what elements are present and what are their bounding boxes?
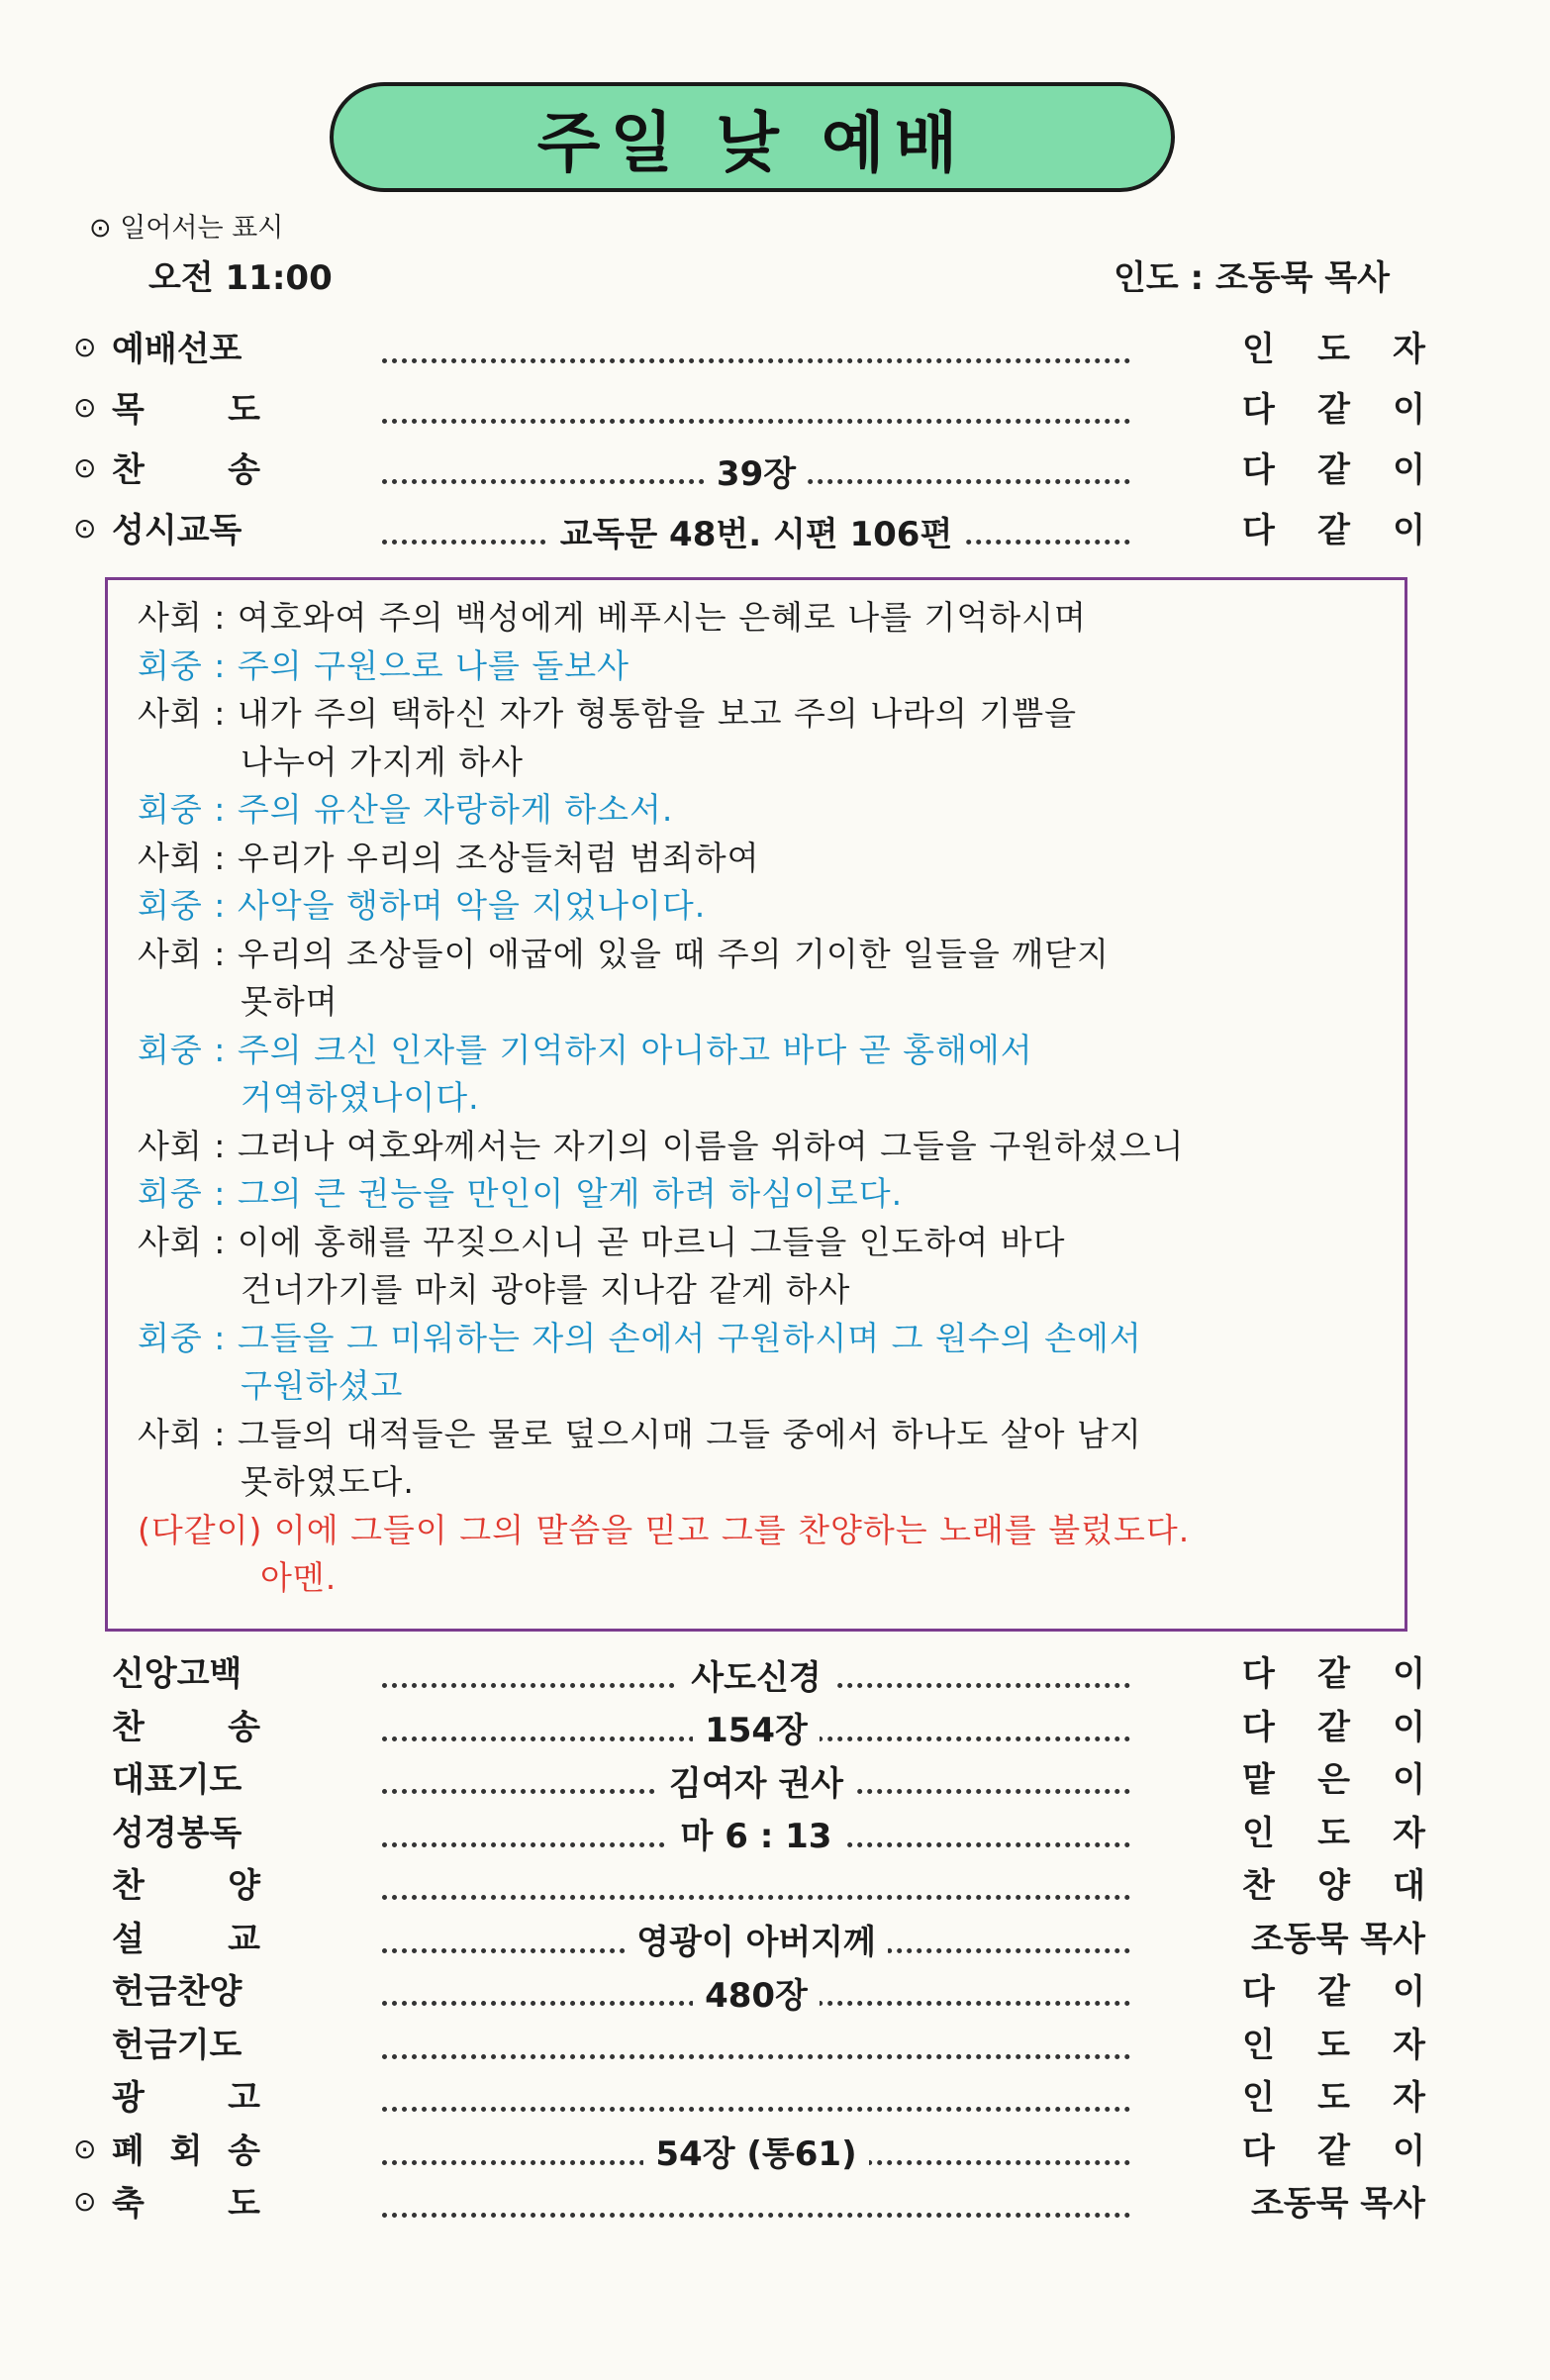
order-item-detail: 480장 [693, 1968, 820, 2017]
order-item-responsible-char: 같 [1317, 2131, 1350, 2171]
order-item-responsible-char: 도 [1317, 330, 1350, 369]
order-item-responsible [1242, 444, 1425, 497]
order-item-label: 예배선포 [112, 330, 242, 369]
service-leader: 인도 : 조동묵 목사 [1113, 258, 1390, 298]
order-item-responsible-char: 인 [1242, 2078, 1275, 2118]
order-item-responsible [1242, 1753, 1425, 1807]
order-item-detail-wrap [382, 2019, 1130, 2072]
order-item-detail: 사도신경 [679, 1650, 832, 1699]
order-item-label-char: 송 [228, 1707, 260, 1747]
order-item-responsible-char: 이 [1393, 1707, 1425, 1747]
order-item-responsible-char: 이 [1393, 2131, 1425, 2171]
order-item-detail-wrap [382, 444, 1130, 497]
order-item-responsible-char: 대 [1393, 1866, 1425, 1906]
order-item [0, 2071, 1550, 2125]
responsive-line-cong: 거역하였나이다. [241, 1078, 480, 1117]
order-item-responsible-char: 이 [1393, 390, 1425, 430]
order-item-responsible-char: 자 [1393, 2025, 1425, 2065]
responsive-line-all: (다같이) 이에 그들이 그의 말씀을 믿고 그를 찬양하는 노래를 불렀도다. [138, 1510, 1191, 1549]
order-item-detail-wrap [382, 2071, 1130, 2125]
responsive-line-leader: 사회 : 그들의 대적들은 물로 덮으시매 그들 중에서 하나도 살아 남지 [138, 1414, 1142, 1453]
order-item-label: 헌금찬양 [112, 1972, 242, 2012]
order-item-detail-wrap [382, 2125, 1130, 2178]
order-item-label-char: 축 [112, 2184, 145, 2224]
responsive-line-cong: 회중 : 주의 구원으로 나를 돌보사 [138, 645, 630, 685]
order-item-label-char: 광 [112, 2078, 145, 2118]
order-item-responsible-char: 양 [1317, 1866, 1350, 1906]
standing-mark-icon: ⊙ [73, 331, 97, 363]
order-item-responsible-char: 은 [1317, 1760, 1350, 1800]
order-item-responsible-char: 도 [1317, 1813, 1350, 1853]
order-item [0, 1859, 1550, 1913]
order-item-responsible-char: 맡 [1242, 1760, 1275, 1800]
order-item-responsible-char: 도 [1317, 2078, 1350, 2118]
order-item-responsible [1242, 1859, 1425, 1913]
order-item-responsible [1242, 2125, 1425, 2178]
order-item-responsible: 조동묵 목사 [1250, 1919, 1425, 1959]
order-item-responsible-char: 다 [1242, 2131, 1275, 2171]
order-item-responsible-char: 이 [1393, 1654, 1425, 1694]
order-item [0, 1913, 1550, 1966]
responsive-line-leader: 건너가기를 마치 광야를 지나감 같게 하사 [241, 1270, 851, 1309]
order-item-responsible-char: 다 [1242, 1707, 1275, 1747]
order-item [0, 323, 1550, 376]
order-item-responsible-char: 같 [1317, 390, 1350, 430]
order-item-label-char: 교 [228, 1919, 260, 1959]
order-item-label: 성경봉독 [112, 1813, 242, 1853]
order-item-label-char: 설 [112, 1919, 145, 1959]
responsive-line-cong: 구원하셨고 [241, 1366, 404, 1405]
order-item [0, 2177, 1550, 2231]
service-time: 오전 11:00 [148, 258, 333, 298]
order-item-responsible [1242, 2019, 1425, 2072]
order-item-responsible-char: 자 [1393, 330, 1425, 369]
order-item-responsible [1242, 2071, 1425, 2125]
order-item-responsible-char: 다 [1242, 1972, 1275, 2012]
order-item-detail-wrap [382, 1859, 1130, 1913]
standing-mark-icon: ⊙ [73, 451, 97, 484]
order-item-detail-wrap [382, 2177, 1130, 2231]
order-item [0, 1647, 1550, 1701]
order-item-label [112, 1913, 260, 1966]
order-item [0, 444, 1550, 497]
order-item-detail-wrap [382, 1701, 1130, 1754]
order-item-detail: 영광이 아버지께 [625, 1915, 888, 1963]
order-item-responsible-char: 자 [1393, 1813, 1425, 1853]
order-item-detail-wrap [382, 1807, 1130, 1860]
order-item-responsible-char: 찬 [1242, 1866, 1275, 1906]
order-item-label: 대표기도 [112, 1760, 242, 1800]
order-item-responsible-char: 인 [1242, 2025, 1275, 2065]
order-item-responsible: 조동묵 목사 [1250, 2184, 1425, 2224]
order-item [0, 1965, 1550, 2019]
order-item-label: 성시교독 [112, 511, 242, 550]
order-item [0, 2019, 1550, 2072]
order-item-detail-wrap [382, 323, 1130, 376]
order-item-detail-wrap [382, 1913, 1130, 1966]
standing-mark-icon: ⊙ [73, 2185, 97, 2218]
order-item-responsible-char: 같 [1317, 511, 1350, 550]
order-item-responsible-char: 인 [1242, 330, 1275, 369]
order-item-detail-wrap [382, 1965, 1130, 2019]
order-item-label-char: 송 [228, 450, 260, 490]
responsive-line-cong: 회중 : 그들을 그 미워하는 자의 손에서 구원하시며 그 원수의 손에서 [138, 1318, 1142, 1357]
responsive-line-cong: 회중 : 그의 큰 권능을 만인이 알게 하려 하심이로다. [138, 1174, 904, 1213]
order-item-label [112, 1859, 260, 1913]
order-item [0, 1701, 1550, 1754]
order-item-label [112, 444, 260, 497]
order-item-label-char: 찬 [112, 1866, 145, 1906]
order-item-label-char: 양 [228, 1866, 260, 1906]
responsive-line-leader: 나누어 가지게 하사 [241, 742, 525, 781]
order-item [0, 504, 1550, 557]
order-item-detail-wrap [382, 1647, 1130, 1701]
responsive-line-leader: 못하며 [241, 982, 339, 1021]
responsive-line-leader: 사회 : 그러나 여호와께서는 자기의 이름을 위하여 그들을 구원하셨으니 [138, 1126, 1185, 1165]
order-item-responsible-char: 다 [1242, 450, 1275, 490]
order-item-responsible-char: 같 [1317, 1654, 1350, 1694]
order-item-label-char: 도 [228, 390, 260, 430]
standing-mark-icon: ⊙ [73, 391, 97, 424]
responsive-reading-lines [138, 594, 1375, 1603]
order-item-responsible-char: 인 [1242, 1813, 1275, 1853]
responsive-line-leader: 사회 : 이에 홍해를 꾸짖으시니 곧 마르니 그들을 인도하여 바다 [138, 1222, 1066, 1261]
order-item-responsible [1242, 1647, 1425, 1701]
order-item-detail: 김여자 권사 [657, 1756, 855, 1805]
order-item [0, 1753, 1550, 1807]
order-item-label-char: 찬 [112, 450, 145, 490]
order-item-responsible-char: 도 [1317, 2025, 1350, 2065]
order-item-detail-wrap [382, 383, 1130, 437]
order-item-responsible-char: 같 [1317, 1972, 1350, 2012]
order-item-responsible-char: 다 [1242, 390, 1275, 430]
responsive-line-cong: 회중 : 주의 유산을 자랑하게 하소서. [138, 790, 674, 829]
order-item-responsible [1242, 1701, 1425, 1754]
responsive-line-leader: 사회 : 우리가 우리의 조상들처럼 범죄하여 [138, 838, 760, 877]
order-item-detail: 154장 [693, 1703, 820, 1751]
order-item-label [112, 2177, 260, 2231]
order-item-label-char: 송 [228, 2131, 260, 2171]
responsive-line-leader: 사회 : 내가 주의 택하신 자가 형통함을 보고 주의 나라의 기쁨을 [138, 694, 1077, 733]
title-banner [330, 82, 1175, 192]
order-item-label: 신앙고백 [112, 1654, 242, 1694]
order-item-responsible-char: 다 [1242, 1654, 1275, 1694]
standing-note: ⊙ 일어서는 표시 [89, 213, 284, 244]
order-item-responsible-char: 이 [1393, 511, 1425, 550]
page-title: 주일 낮 예배 [536, 105, 968, 181]
order-item-label-char: 찬 [112, 1707, 145, 1747]
order-item-label-char: 폐 [112, 2131, 145, 2171]
order-item-label-char: 회 [169, 2131, 203, 2171]
order-item-detail-wrap [382, 1753, 1130, 1807]
order-item-label-char: 목 [112, 390, 145, 430]
responsive-line-leader: 못하였도다. [241, 1462, 415, 1501]
order-item-detail-wrap [382, 504, 1130, 557]
order-item-label [112, 383, 260, 437]
order-item-responsible-char: 같 [1317, 1707, 1350, 1747]
order-item-responsible-char: 다 [1242, 511, 1275, 550]
order-item [0, 383, 1550, 437]
responsive-line-cong: 회중 : 사악을 행하며 악을 지었나이다. [138, 886, 707, 925]
order-item-detail: 54장 (통61) [643, 2127, 868, 2175]
order-item-label: 헌금기도 [112, 2025, 242, 2065]
order-item-label-char: 도 [228, 2184, 260, 2224]
order-item-label-char: 고 [228, 2078, 260, 2118]
order-item-responsible-char: 이 [1393, 1760, 1425, 1800]
order-item-detail: 39장 [705, 446, 808, 495]
order-item-responsible [1242, 323, 1425, 376]
order-item-responsible-char: 이 [1393, 1972, 1425, 2012]
order-item-detail: 마 6 : 13 [669, 1809, 844, 1857]
order-item-responsible [1242, 504, 1425, 557]
standing-mark-icon: ⊙ [73, 512, 97, 545]
order-item-detail: 교독문 48번. 시편 106편 [548, 507, 965, 555]
standing-mark-icon: ⊙ [73, 2132, 97, 2165]
responsive-reading-box [105, 577, 1407, 1632]
order-item-label [112, 2071, 260, 2125]
responsive-line-leader: 사회 : 여호와여 주의 백성에게 베푸시는 은혜로 나를 기억하시며 [138, 598, 1087, 637]
order-item-label [112, 1701, 260, 1754]
order-item-label [112, 2125, 260, 2178]
order-item [0, 2125, 1550, 2178]
order-item-responsible-char: 이 [1393, 450, 1425, 490]
responsive-line-leader: 사회 : 우리의 조상들이 애굽에 있을 때 주의 기이한 일들을 깨닫지 [138, 934, 1110, 973]
order-item-responsible-char: 자 [1393, 2078, 1425, 2118]
order-item-responsible [1242, 383, 1425, 437]
responsive-line-cong: 회중 : 주의 크신 인자를 기억하지 아니하고 바다 곧 홍해에서 [138, 1030, 1033, 1069]
order-item-responsible-char: 같 [1317, 450, 1350, 490]
responsive-line-all: 아멘. [260, 1558, 338, 1597]
order-item [0, 1807, 1550, 1860]
order-item-responsible [1242, 1965, 1425, 2019]
order-item-responsible [1242, 1807, 1425, 1860]
